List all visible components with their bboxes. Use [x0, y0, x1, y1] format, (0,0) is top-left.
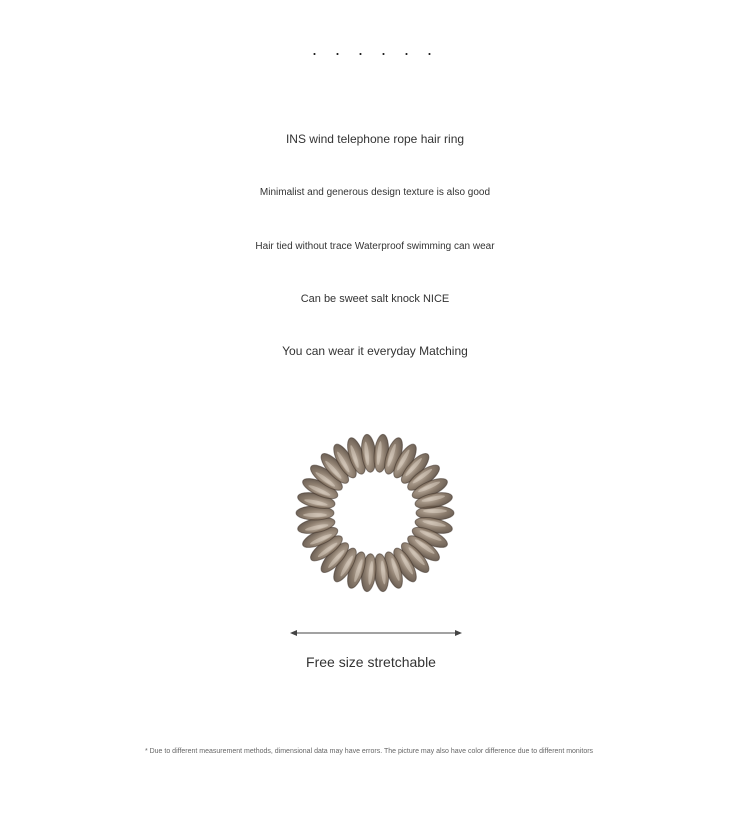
- feature-text-style: Can be sweet salt knock NICE: [300, 293, 450, 305]
- coil-highlight: [423, 509, 447, 513]
- size-label: Free size stretchable: [306, 654, 436, 670]
- decorative-dots: · · · · · ·: [311, 43, 439, 63]
- feature-text-design: Minimalist and generous design texture is also good: [259, 187, 491, 198]
- disclaimer-text: * Due to different measurement methods, dimensional data may have errors. The picture may also have color difference due to different monitors: [144, 748, 594, 755]
- feature-text-everyday: You can wear it everyday Matching: [282, 344, 468, 358]
- coil-highlight: [303, 513, 327, 517]
- coil-hair-ring-icon: [285, 423, 465, 603]
- headline-text: INS wind telephone rope hair ring: [285, 132, 465, 146]
- width-arrow-icon: [290, 626, 462, 640]
- feature-text-waterproof: Hair tied without trace Waterproof swimming can wear: [255, 241, 495, 252]
